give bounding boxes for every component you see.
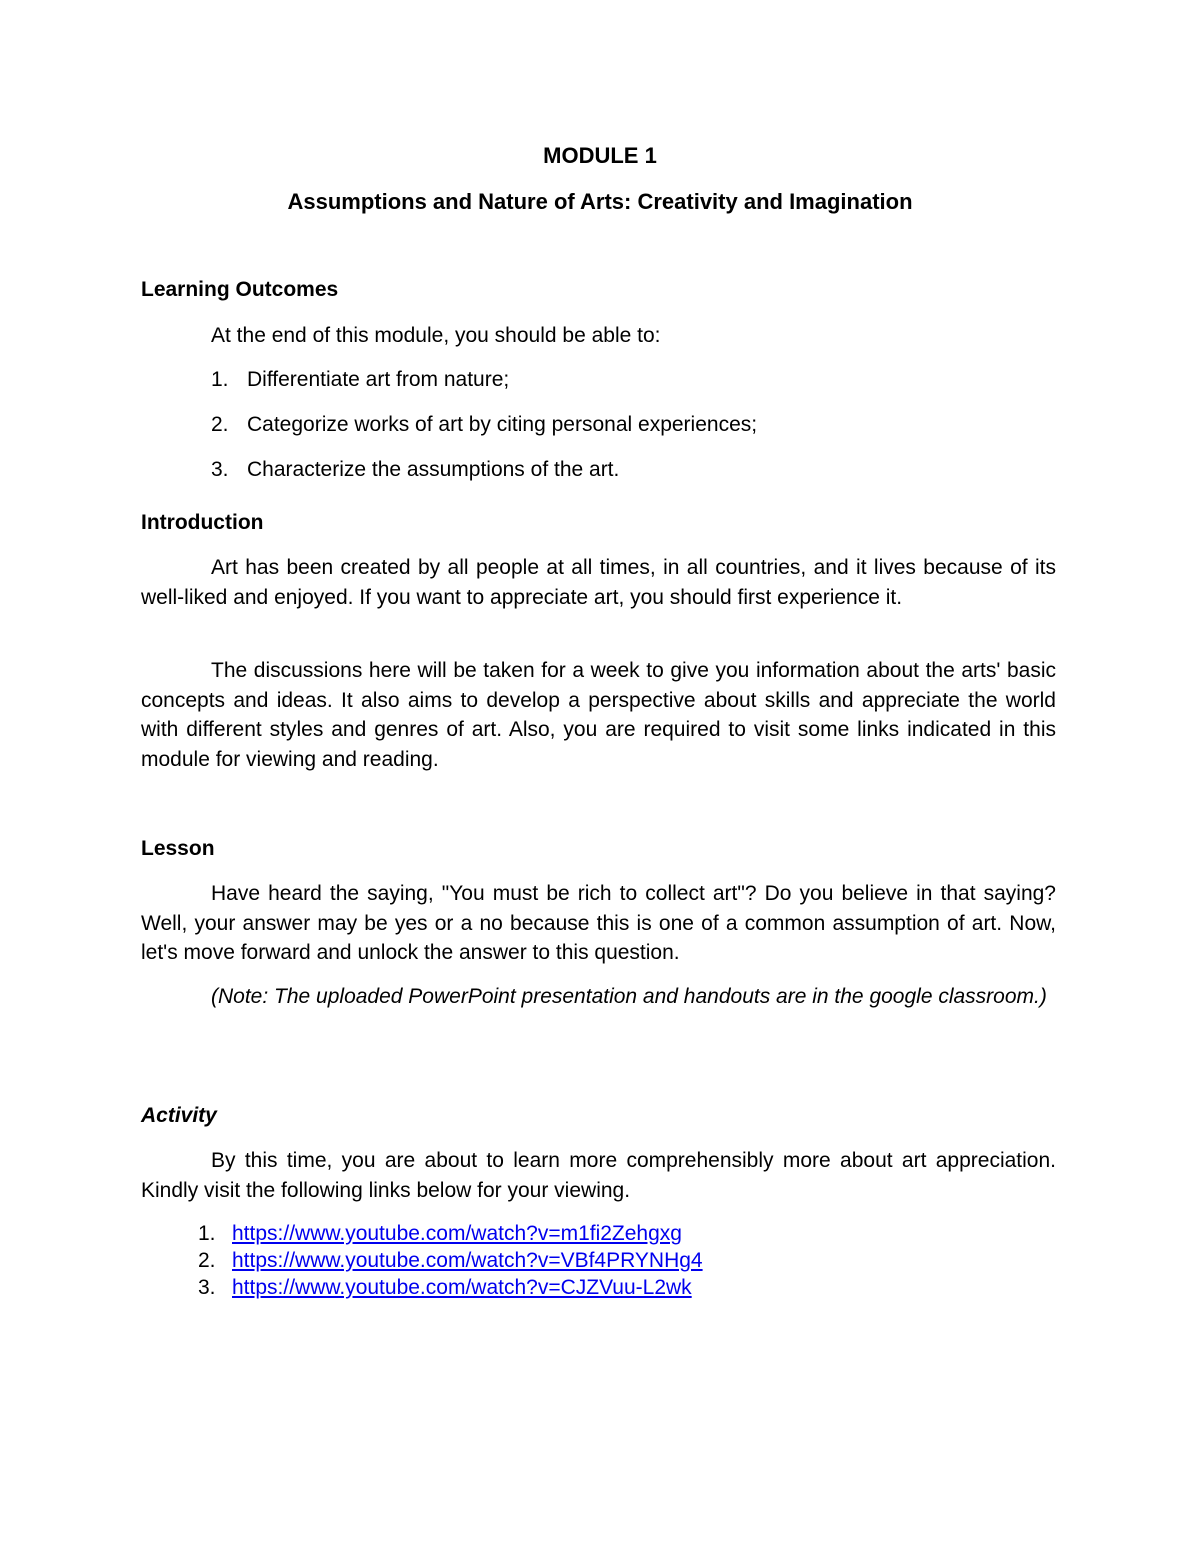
module-label: MODULE 1 xyxy=(543,143,657,168)
list-item-text: Characterize the assumptions of the art. xyxy=(247,458,620,481)
list-item-number: 3. xyxy=(198,1276,216,1299)
introduction-paragraph-1: Art has been created by all people at all times, in all countries, and it lives because of its well-liked and enjoyed. If you want to appreciate art, you should first experience it. xyxy=(141,556,1056,609)
list-item-number: 2. xyxy=(211,413,229,436)
list-item-number: 2. xyxy=(198,1249,216,1272)
module-title: Assumptions and Nature of Arts: Creativity and Imagination xyxy=(287,189,913,214)
activity-links-list xyxy=(198,1222,703,1303)
list-item-text: Differentiate art from nature; xyxy=(247,368,510,391)
list-item-number: 1. xyxy=(198,1222,216,1245)
introduction-heading: Introduction xyxy=(141,511,264,534)
list-item xyxy=(211,458,757,503)
list-item xyxy=(211,413,757,458)
activity-paragraph: By this time, you are about to learn more comprehensibly more about art appreciation. Kindly visit the following links below for your viewing. xyxy=(141,1149,1056,1202)
introduction-paragraph-2: The discussions here will be taken for a week to give you information about the arts' basic concepts and ideas. It also aims to develop a perspective about skills and appreciate the world with different styles and genres of art. Also, you are required to visit some links indicated in this module for viewing and reading. xyxy=(141,659,1056,771)
list-item xyxy=(198,1249,703,1276)
activity-heading: Activity xyxy=(141,1104,217,1127)
lesson-note: (Note: The uploaded PowerPoint presentation and handouts are in the google classroom.) xyxy=(211,985,1047,1008)
lesson-paragraph: Have heard the saying, "You must be rich to collect art"? Do you believe in that saying? Well, your answer may be yes or a no because this is one of a common assumption of art. Now, let's move forward and unlock the answer to this question. xyxy=(141,882,1056,964)
list-item-number: 1. xyxy=(211,368,229,391)
list-item xyxy=(198,1222,703,1249)
list-item-text: Categorize works of art by citing personal experiences; xyxy=(247,413,758,436)
youtube-link-3[interactable]: https://www.youtube.com/watch?v=CJZVuu-L2wk xyxy=(232,1276,692,1299)
list-item xyxy=(211,368,757,413)
youtube-link-2[interactable]: https://www.youtube.com/watch?v=VBf4PRYNHg4 xyxy=(232,1249,703,1272)
lesson-heading: Lesson xyxy=(141,837,215,860)
learning-outcomes-heading: Learning Outcomes xyxy=(141,278,339,301)
list-item-number: 3. xyxy=(211,458,229,481)
learning-outcomes-intro: At the end of this module, you should be able to: xyxy=(211,324,661,347)
learning-outcomes-list xyxy=(211,368,757,503)
youtube-link-1[interactable]: https://www.youtube.com/watch?v=m1fi2Zehgxg xyxy=(232,1222,682,1245)
list-item xyxy=(198,1276,703,1303)
